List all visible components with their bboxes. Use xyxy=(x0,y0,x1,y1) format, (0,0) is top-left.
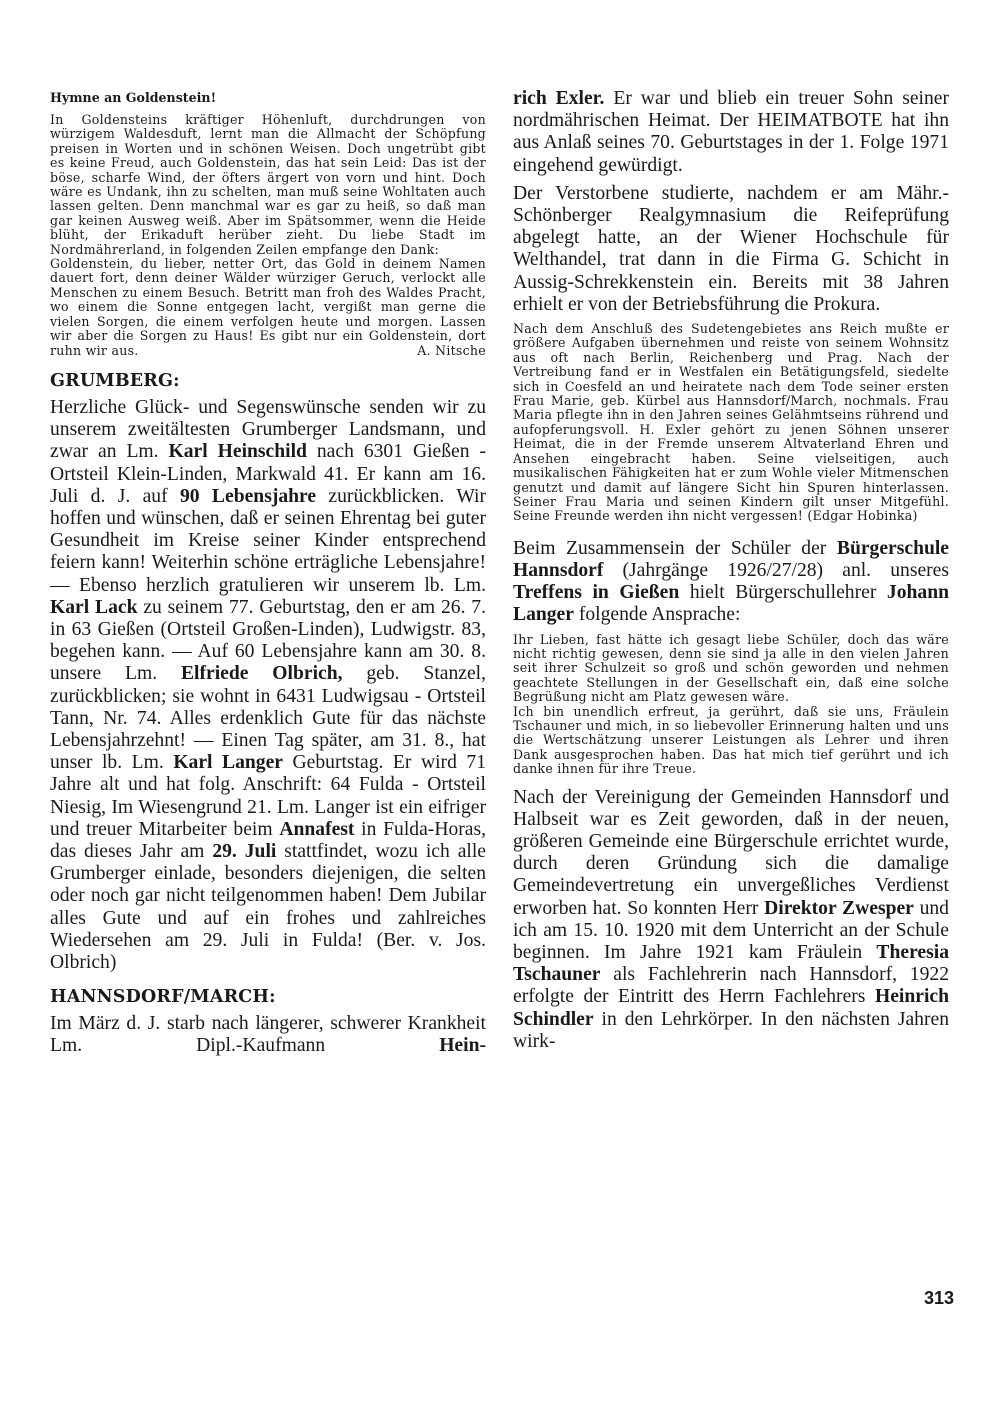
text-run: und ich am 15. 10. 1920 mit dem Unterricht an der Schule beginnen. Im Jahre 1921 kam Fräulein xyxy=(513,897,949,964)
hymne-signature: A. Nitsche xyxy=(417,342,486,358)
name-heinrich-exler-part: Hein- xyxy=(439,1035,486,1057)
text-run: nach 6301 Gießen - Ortsteil Klein-Linden, Markwald 41. Er kann am 16. Juli d. J. auf xyxy=(50,441,487,507)
name-direktor-zwesper: Direktor Zwesper xyxy=(764,897,914,919)
hymne-section xyxy=(50,90,486,358)
name-theresia-tschauner: Theresia Tschauner xyxy=(513,942,949,986)
exler-obituary xyxy=(513,88,949,524)
hannsdorf-section xyxy=(50,986,486,1080)
text-run: Im März d. J. starb nach längerer, schwerer Krankheit Lm. Dipl.-Kaufmann xyxy=(50,1013,486,1057)
left-column xyxy=(50,90,486,1080)
hymne-paragraph-1: In Goldensteins kräftiger Höhenluft, durchdrungen von würzigem Waldesduft, lernt man die Allmacht der Schöpfung preisen in Worten und in schönen Weisen. Doch ungetrübt gibt es keine Freud, auch Goldenstein, das hat sein Leid: Das ist der böse, scharfe Wind, der öfters ärgert von vorn und hint. Doch wäre es Undank, ihn zu schelten, man muß seine Wohltaten auch lassen gelten. Denn manchmal war es gar zu heiß, so daß man gar keinen Ausweg weiß. Aber im Spätsommer, wenn die Heide blüht, der Erikaduft herüber zieht. Du liebe Stadt im Nordmährerland, in folgenden Zeilen empfange den Dank: xyxy=(50,112,486,257)
bold-90-lebensjahre: 90 Lebensjahre xyxy=(179,485,317,507)
schule-history-paragraph xyxy=(513,787,949,1076)
name-johann-langer: Johann Langer xyxy=(513,582,949,626)
name-heinrich-schindler: Heinrich Schindler xyxy=(513,986,949,1030)
name-karl-langer: Karl Langer xyxy=(173,752,283,774)
grumberg-section xyxy=(50,370,486,974)
right-column xyxy=(513,88,949,1075)
name-karl-lack: Karl Lack xyxy=(50,596,138,618)
buergerschule-section xyxy=(513,538,949,1076)
text-run: folgende Ansprache: xyxy=(573,604,741,626)
exler-paragraph-3: Nach dem Anschluß des Sudetengebietes ans Reich mußte er größere Aufgaben übernehmen und reiste von seinem Wohnsitz aus oft nach Berlin, Reichenberg und Prag. Nach der Vertreibung fand er in Westfalen ein Betätigungsfeld, siedelte sich in Coesfeld an und heiratete nach dem Tode seiner ersten Frau Marie, geb. Kürbel aus Hannsdorf/March, nochmals. Frau Maria pflegte ihn in den Jahren seines Gelähmtseins rührend und aufopferungsvoll. H. Exler gehört zu jenen Söhnen unserer Heimat, die in der Fremde unserem Altvaterland Ehren und Ansehen eingebracht haben. Seine vielseitigen, auch musikalischen Fähigkeiten hat er zum Wohle vieler Mitmenschen genutzt und damit auf längere Sicht hin Spuren hinterlassen. Seiner Frau Maria und seinen Kindern gilt unser Mitgefühl. Seine Freunde werden ihn nicht vergessen! (Edgar Hobinka) xyxy=(513,321,949,524)
bold-date-29-juli: 29. Juli xyxy=(212,840,277,862)
hymne-paragraph-2 xyxy=(50,257,486,358)
text-run: zurückblicken. Wir hoffen und wünschen, daß er seinen Ehrentag bei guter Gesundheit im Kreise seiner Kinder entsprechend feiern kann! Weiterhin schöne erträgliche Lebensjahre! — Ebenso herzlich gratulieren wir unserem lb. Lm. xyxy=(50,485,486,596)
grumberg-heading: GRUMBERG: xyxy=(50,370,180,391)
text-run: Beim Zusammensein der Schüler der xyxy=(513,537,837,559)
bold-treffens-giessen: Treffens in Gießen xyxy=(513,582,680,604)
text-run: Herzliche Glück- und Segenswünsche senden wir zu unserem zweitältesten Grumberger Landsmann, und zwar an Lm. xyxy=(50,396,486,463)
page-number: 313 xyxy=(924,1288,955,1308)
name-karl-heinschild: Karl Heinschild xyxy=(168,441,307,463)
text-run: (Jahrgänge 1926/27/28) anl. unseres xyxy=(603,559,949,581)
hymne-verse: Goldenstein, du lieber, netter Ort, das Gold in deinem Namen dauert fort, denn deiner Wälder würziger Geruch, verlockt alle Menschen zu einem Besuch. Betritt man froh des Waldes Pracht, wo einem die Sonne entgegen lacht, vergißt man gerne die vielen Sorgen, die einem verfolgen heute und morgen. Lassen wir aber die Sorgen zu Haus! Es gibt nur ein Goldenstein, dort ruhn wir aus. xyxy=(50,256,486,358)
hannsdorf-paragraph xyxy=(50,1013,486,1080)
hymne-title: Hymne an Goldenstein! xyxy=(50,90,217,105)
text-run: als Fachlehrerin nach Hannsdorf, 1922 erfolgte der Eintritt des Herrn Fachlehrers xyxy=(513,964,949,1008)
text-run: hielt Bürgerschullehrer xyxy=(679,582,887,604)
text-run: in Fulda-Horas, das dieses Jahr am xyxy=(50,818,487,862)
name-elfriede-olbrich: Elfriede Olbrich, xyxy=(180,663,343,685)
text-run: geb. Stanzel, zurückblicken; sie wohnt in 6431 Ludwigsau - Ortsteil Tann, Nr. 74. Alles erdenklich Gute für das nächste Lebensjahrzehnt! — Einen Tag später, am 31. 8., hat unser lb. Lm. xyxy=(50,663,486,774)
grumberg-paragraph xyxy=(50,397,486,974)
exler-paragraph-2: Der Verstorbene studierte, nachdem er am Mähr.-Schönberger Realgymnasium die Reifeprüfung abgelegt hatte, an der Wiener Hochschule für Welthandel, trat dann in die Firma G. Schicht in Aussig-Schrekkenstein ein. Bereits mit 38 Jahren erhielt er von der Betriebsführung die Prokura. xyxy=(513,182,949,315)
text-run: Nach der Vereinigung der Gemeinden Hannsdorf und Halbseit war es Zeit geworden, daß in der neuen, größeren Gemeinde eine Bürgerschule errichtet wurde, durch deren Gründung sich die damalige Gemeindevertretung ein unvergeßliches Verdienst erworben hat. So konnten Herr xyxy=(513,786,949,919)
text-run: in den Lehrkörper. In den nächsten Jahren wirk- xyxy=(513,1008,949,1052)
name-exler: rich Exler. xyxy=(513,88,605,109)
text-run: Geburtstag. Er wird 71 Jahre alt und hat folg. Anschrift: 64 Fulda - Ortsteil Niesig, Im Wiesengrund 21. Lm. Langer ist ein eifriger und treuer Mitarbeiter beim xyxy=(50,752,487,840)
text-run: zu seinem 77. Geburtstag, den er am 26. 7. in 63 Gießen (Ortsteil Großen-Linden), Ludwigstr. 83, begehen kann. — Auf 60 Lebensjahre kann am 30. 8. unsere Lm. xyxy=(50,596,486,685)
text-run: Er war und blieb ein treuer Sohn seiner nordmährischen Heimat. Der HEIMATBOTE hat ihn aus Anlaß seines 70. Geburtstages in der 1. Folge 1971 eingehend gewürdigt. xyxy=(513,88,949,176)
text-run: stattfindet, wozu ich alle Grumberger einlade, besonders diejenigen, die selten oder noch gar nicht teilgenommen haben! Dem Jubilar alles Gute und auf ein frohes und zahlreiches Wiedersehen am 29. Juli in Fulda! (Ber. v. Jos. Olbrich) xyxy=(50,840,486,973)
buergerschule-intro xyxy=(513,538,949,627)
speech-paragraph-1: Ihr Lieben, fast hätte ich gesagt liebe Schüler, doch das wäre nicht richtig gewesen, denn sie sind ja alle in den vielen Jahren seit ihrer Schulzeit so groß und schön geworden und nehmen geachtete Stellungen in der Gesellschaft ein, daß eine solche Begrüßung nicht am Platz gewesen wäre. xyxy=(513,631,949,705)
speech-paragraph-2: Ich bin unendlich erfreut, ja gerührt, daß sie uns, Fräulein Tschauner und mich, in so liebevoller Erinnerung halten und uns die Wertschätzung unserer Leistungen als Lehrer und ihren Dank ausgesprochen haben. Das hat mich tief gerührt und ich danke ihnen für ihre Treue. xyxy=(513,703,949,777)
exler-paragraph-1 xyxy=(513,88,949,177)
bold-annafest: Annafest xyxy=(279,818,355,840)
bold-buergerschule-hannsdorf: Bürgerschule Hannsdorf xyxy=(513,537,949,581)
hannsdorf-heading: HANNSDORF/MARCH: xyxy=(50,987,276,1008)
